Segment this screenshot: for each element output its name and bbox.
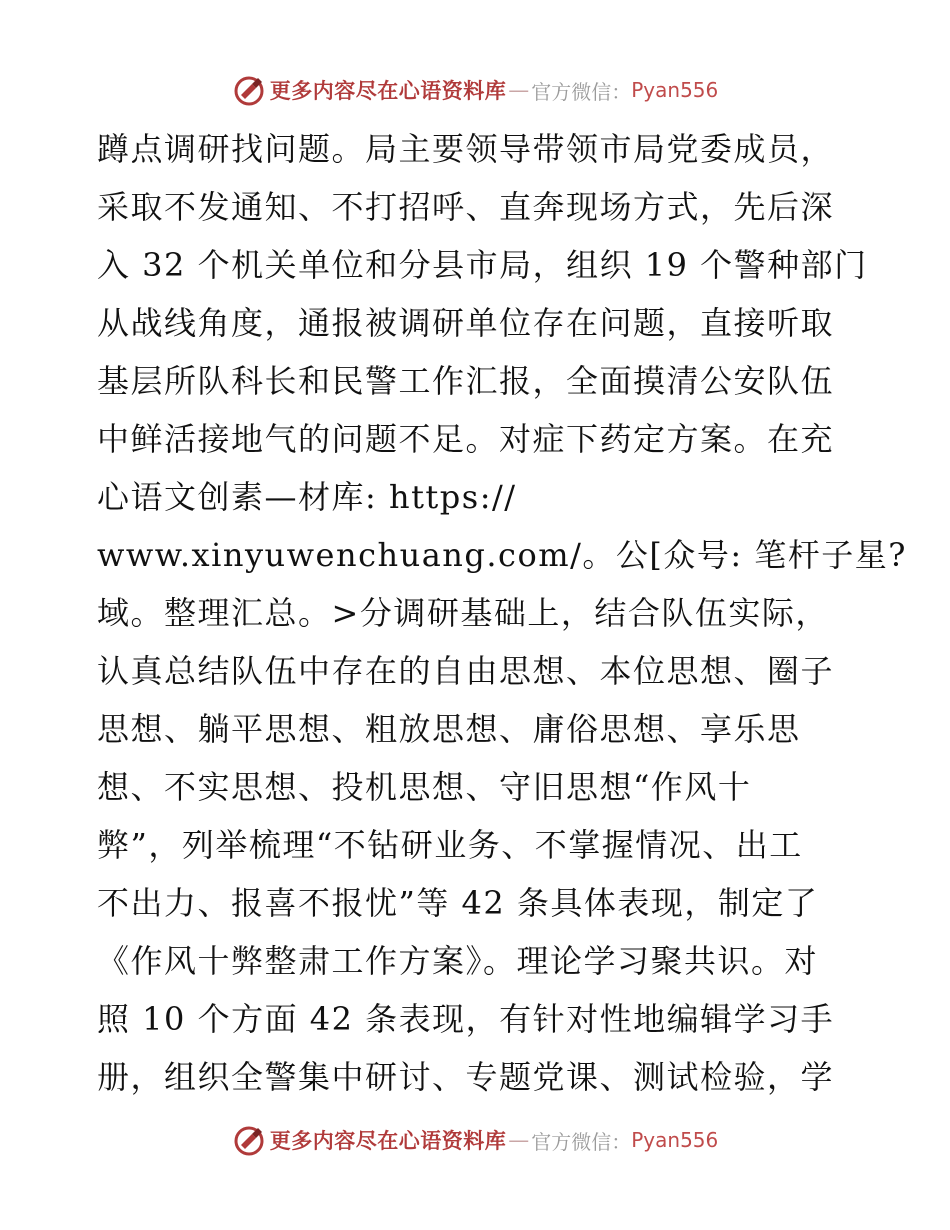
brand-logo-icon xyxy=(232,73,266,107)
text-line: 不出力、报喜不报忧”等 42 条具体表现，制定了 xyxy=(97,884,819,922)
text-line: 采取不发通知、不打招呼、直奔现场方式，先后深 xyxy=(97,188,835,226)
text-line: 基层所队科长和民警工作汇报，全面摸清公安队伍 xyxy=(97,362,835,400)
text-line: 册，组织全警集中研讨、专题党课、测试检验，学 xyxy=(97,1058,835,1096)
text-line: 中鲜活接地气的问题不足。对症下药定方案。在充 xyxy=(97,420,835,458)
banner-wechat-id: Pyan556 xyxy=(631,78,719,102)
text-line: 弊”，列举梳理“不钻研业务、不掌握情况、出工 xyxy=(97,826,803,864)
text-line: 入 32 个机关单位和分县市局，组织 19 个警种部门 xyxy=(97,246,868,284)
banner-sub-text: 官方微信： xyxy=(531,1129,632,1154)
text-line: 《作风十弊整肃工作方案》。理论学习聚共识。对 xyxy=(97,942,819,980)
header-banner xyxy=(0,70,950,110)
banner-dash: — xyxy=(508,78,530,102)
text-line: 想、不实思想、投机思想、守旧思想“作风十 xyxy=(97,768,752,806)
brand-logo-icon xyxy=(232,1123,266,1157)
text-line: 心语文创素—材库: https:// xyxy=(97,478,517,516)
banner-wechat-id: Pyan556 xyxy=(631,1128,719,1152)
text-line: 蹲点调研找问题。局主要领导带领市局党委成员， xyxy=(97,130,835,168)
banner-main-text: 更多内容尽在心语资料库 xyxy=(269,1129,507,1153)
banner-main-text: 更多内容尽在心语资料库 xyxy=(269,79,507,103)
banner-sub-text: 官方微信： xyxy=(531,79,632,104)
text-line: 认真总结队伍中存在的自由思想、本位思想、圈子 xyxy=(97,652,835,690)
banner-dash: — xyxy=(508,1128,530,1152)
text-line: 思想、躺平思想、粗放思想、庸俗思想、享乐思 xyxy=(97,710,801,748)
footer-banner xyxy=(0,1120,950,1160)
document-body xyxy=(97,120,907,1106)
text-line: 照 10 个方面 42 条表现，有针对性地编辑学习手 xyxy=(97,1000,835,1038)
text-line: www.xinyuwenchuang.com/。公[众号: 笔杆子星? xyxy=(97,536,907,574)
text-line: 域。整理汇总。>分调研基础上，结合队伍实际， xyxy=(97,594,829,632)
text-line: 从战线角度，通报被调研单位存在问题，直接听取 xyxy=(97,304,835,342)
